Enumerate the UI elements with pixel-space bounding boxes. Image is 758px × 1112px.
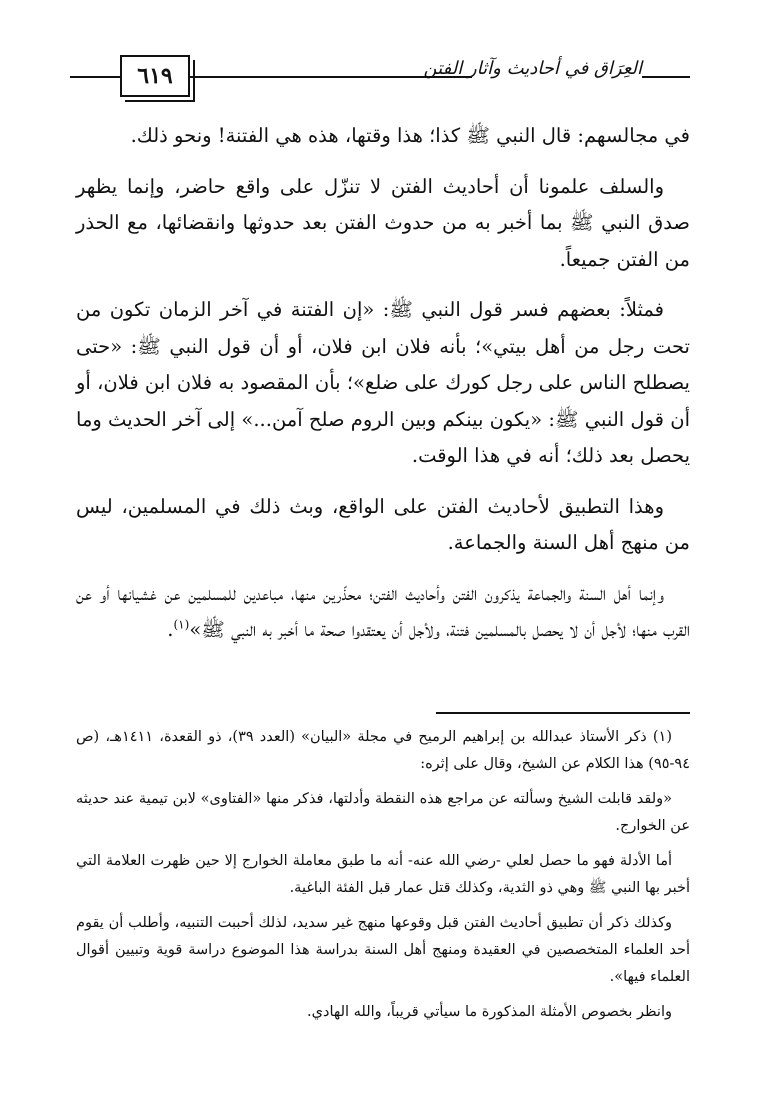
running-title: العِرَاق في أحاديث وآثار الفتن: [423, 58, 642, 79]
footnote-reference: (١): [173, 617, 190, 632]
end-mark: .: [167, 618, 174, 641]
page-header: [0, 0, 758, 110]
paragraph-5-text: وإنما أهل السنة والجماعة يذكرون الفتن وأحاديث الفتن؛ محذّرين منها، مباعدين للمسلمين عن غشيانها أو عن القرب منها؛ لأجل أن لا يحصل بالمسلمين فتنة، ولأجل أن يعتقدوا صحة ما أخبر به النبي ﷺ»: [76, 581, 690, 641]
footnote-see-also: وانظر بخصوص الأمثلة المذكورة ما سيأتي قريباً، والله الهادي.: [307, 1004, 672, 1020]
page-number: ٦١٩: [120, 55, 190, 97]
header-rule-left: [70, 76, 120, 78]
footnote-1: (١) ذكر الأستاذ عبدالله بن إبراهيم الرميح في مجلة «البيان» (العدد ٣٩)، ذو القعدة، ١٤١١هـ، (ص ٩٤-٩٥) هذا الكلام عن الشيخ، وقال على إثره:: [76, 729, 690, 772]
paragraph-1: في مجالسهم: قال النبي ﷺ كذا؛ هذا وقتها، هذه هي الفتنة! ونحو ذلك.: [130, 124, 690, 147]
footnotes: [76, 724, 690, 1034]
footnote-quote-3: وكذلك ذكر أن تطبيق أحاديث الفتن قبل وقوعها منهج غير سديد، لذلك أحببت التنبيه، وأطلب أن يقوم أحد العلماء المتخصصين في العقيدة ومنهج أهل السنة بدراسة هذا الموضوع دراسة قوية وتبيين أقوال العلماء فيها».: [76, 915, 690, 985]
footnote-quote-2: أما الأدلة فهو ما حصل لعلي -رضي الله عنه- أنه ما طبق معاملة الخوارج إلا حين ظهرت العلامة التي أخبر بها النبي ﷺ وهي ذو الثدية، وكذلك قتل عمار قبل الفئة الباغية.: [76, 853, 690, 896]
footnote-quote-1: «ولقد قابلت الشيخ وسألته عن مراجع هذه النقطة وأدلتها، فذكر منها «الفتاوى» لابن تيمية عند حديثه عن الخوارج.: [76, 791, 690, 834]
header-rule-right: [642, 76, 690, 78]
paragraph-2: والسلف علمونا أن أحاديث الفتن لا تنزّل على واقع حاضر، وإنما يظهر صدق النبي ﷺ بما أخبر به من حدوث الفتن بعد حدوثها وانقضائها، مع الحذر من الفتن جميعاً.: [76, 174, 690, 271]
main-text: [76, 118, 690, 663]
paragraph-3: فمثلاً: بعضهم فسر قول النبي ﷺ: «إن الفتنة في آخر الزمان تكون من تحت رجل من أهل بيتي»؛ بأنه فلان ابن فلان، أو أن قول النبي ﷺ: «حتى يصطلح الناس على رجل كورك على ضلع»؛ بأن المقصود به فلان ابن فلان، أو أن قول النبي ﷺ: «يكون بينكم وبين الروم صلح آمن...» إلى آخر الحديث وما يحصل بعد ذلك؛ أنه في هذا الوقت.: [76, 298, 690, 467]
paragraph-5: [76, 576, 690, 649]
paragraph-4: وهذا التطبيق لأحاديث الفتن على الواقع، وبث ذلك في المسلمين، ليس من منهج أهل السنة والجماعة.: [76, 494, 690, 554]
footnote-separator: [436, 712, 690, 714]
